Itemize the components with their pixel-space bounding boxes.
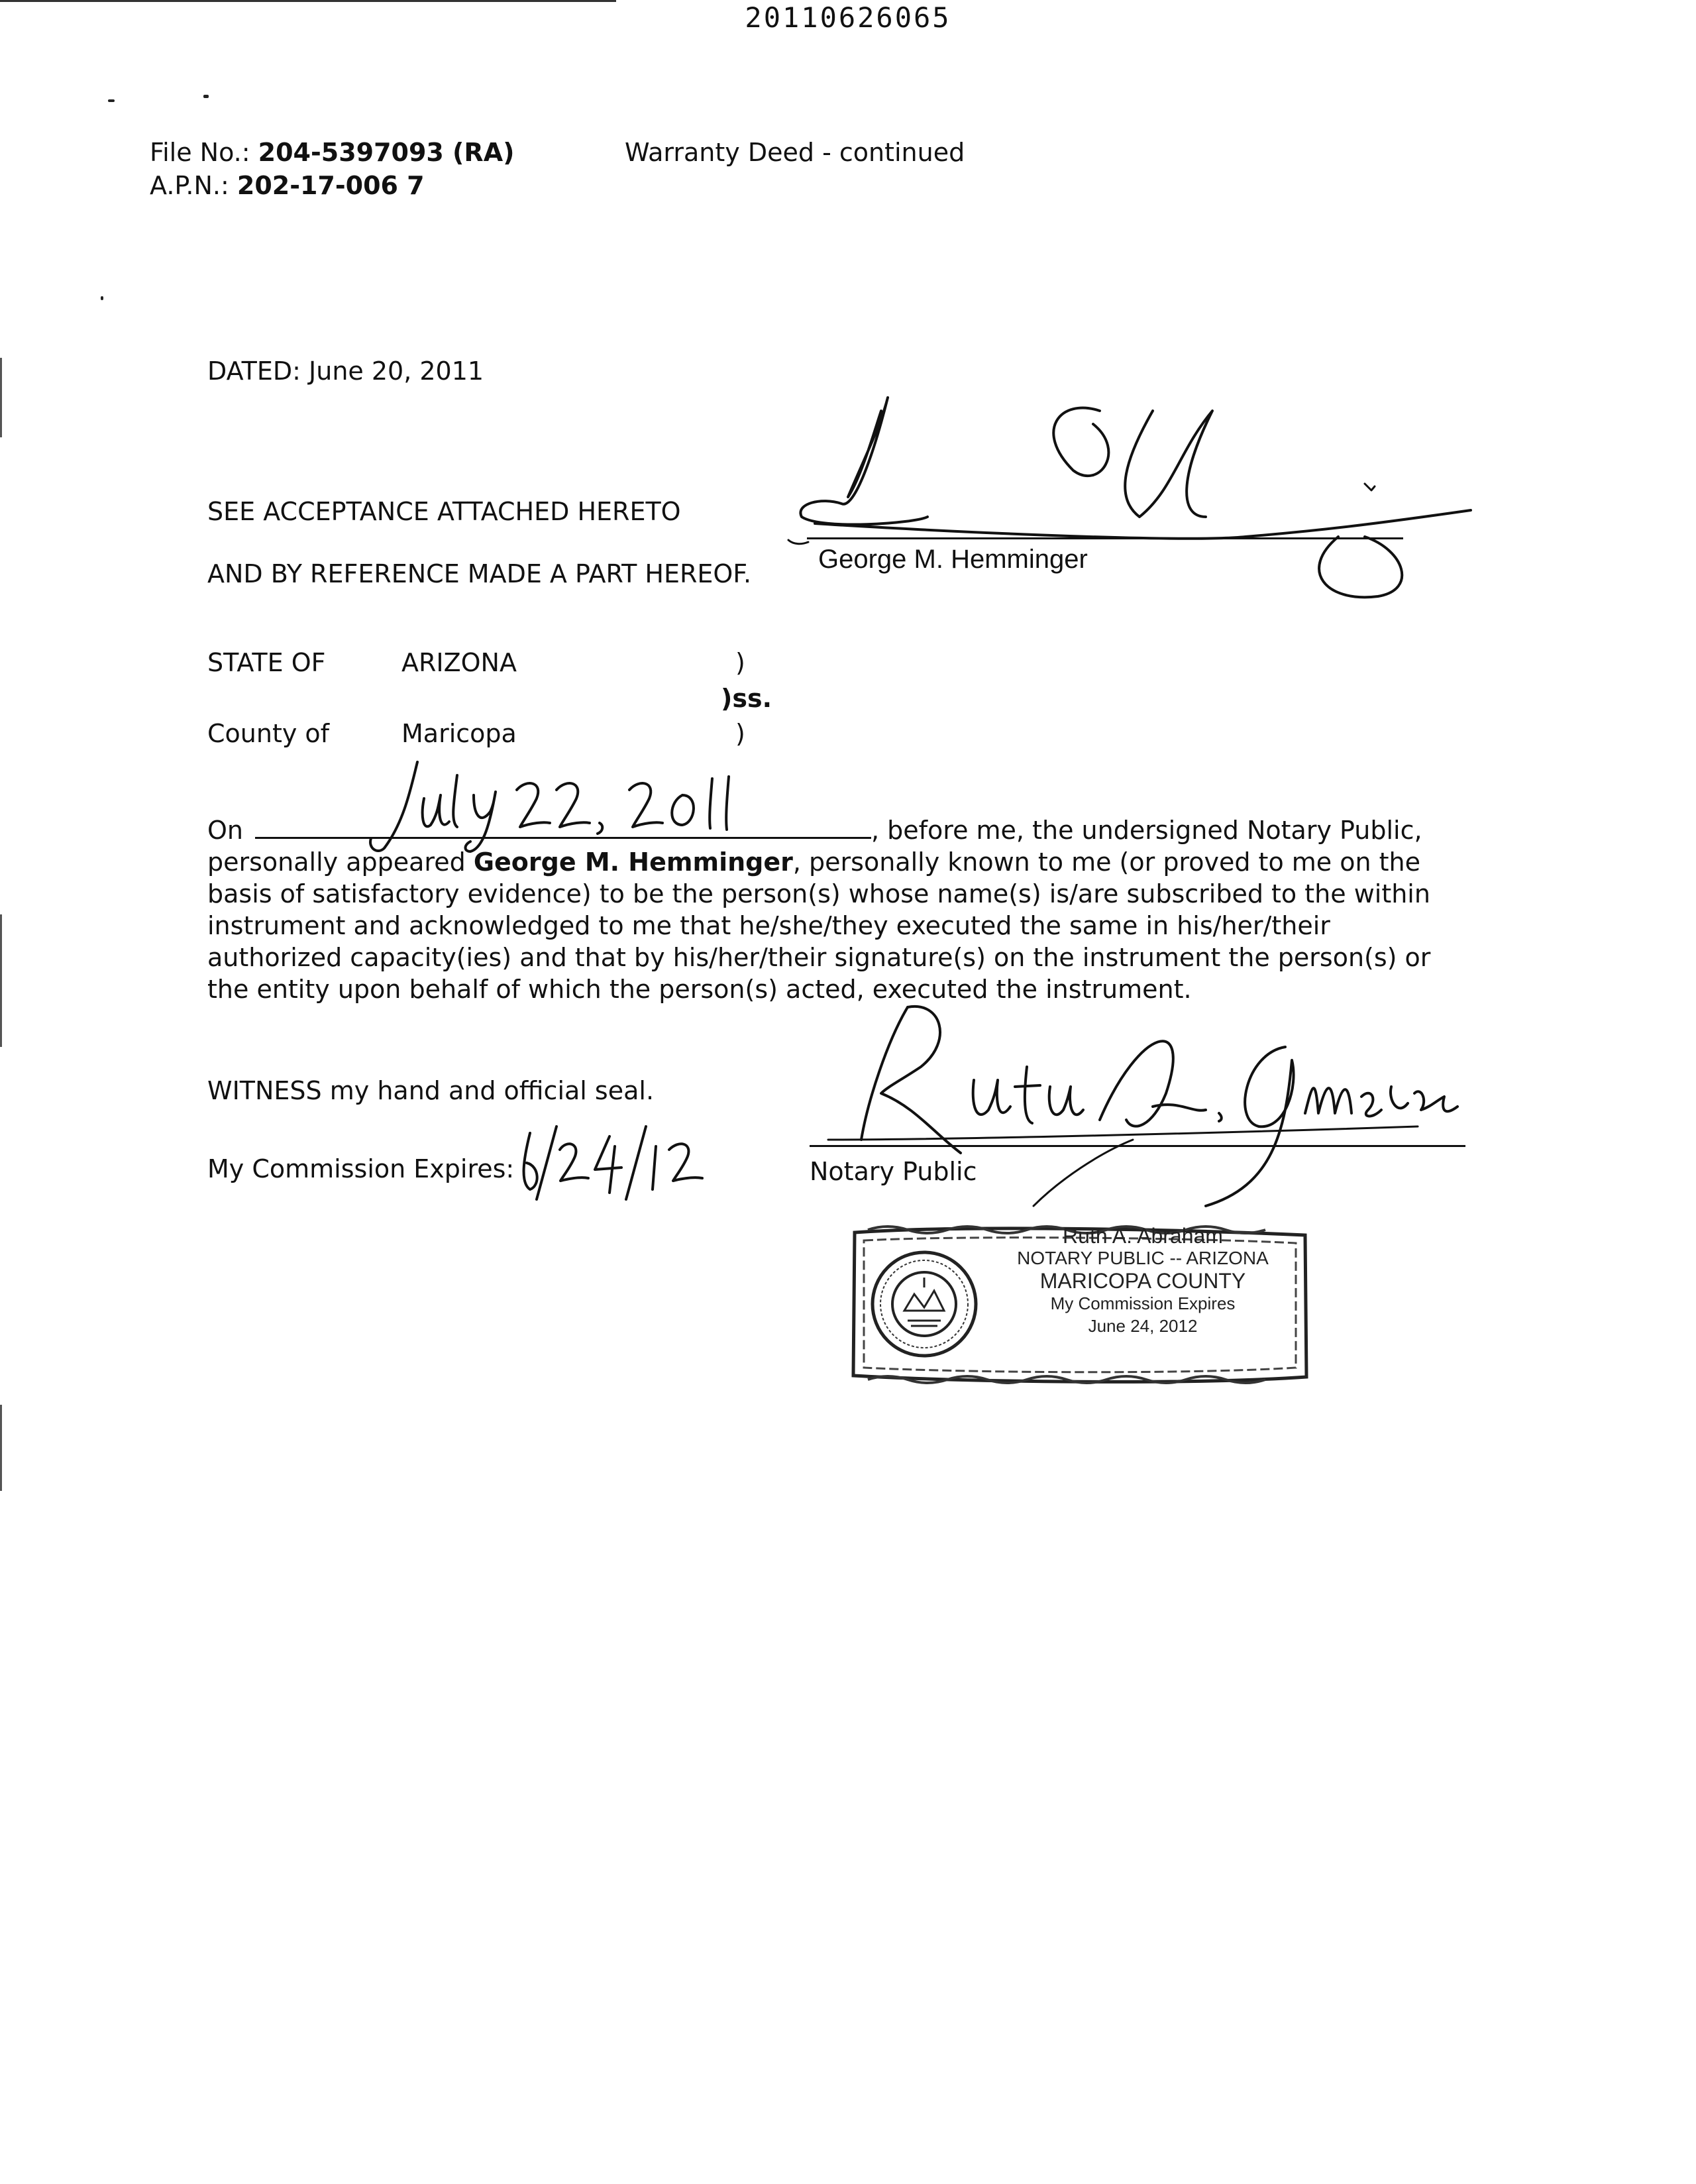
- file-number: [150, 136, 514, 168]
- venue-ss: )ss.: [721, 684, 772, 713]
- scan-speck: [203, 95, 209, 98]
- dated-line: [207, 355, 484, 387]
- grantor-signature: [782, 371, 1484, 610]
- acceptance-line-2: AND BY REFERENCE MADE A PART HEREOF.: [207, 559, 752, 588]
- apn-value: 202-17-006 7: [237, 171, 425, 200]
- acknowledgment-text-rest: , personally known to me (or proved to me on the basis of satisfactory evidence) to be the person(s) whose name(s) is/are subscribed to the within instrument and acknowledged to me that he/she/they executed the same in his/her/their authorized capacity(ies) and that by his/her/their signature(s) on the instrument the person(s) or the entity upon behalf of which the person(s) acted, executed the instrument.: [207, 847, 1431, 1004]
- stamp-notary-title: NOTARY PUBLIC -- ARIZONA: [1017, 1248, 1269, 1268]
- scan-speck: [101, 296, 103, 300]
- on-label: On: [207, 816, 243, 845]
- appeared-name: George M. Hemminger: [473, 847, 793, 877]
- notary-signature: [822, 987, 1471, 1206]
- file-no-label: File No.:: [150, 138, 250, 167]
- notary-stamp: [848, 1218, 1312, 1390]
- stamp-county: MARICOPA COUNTY: [1039, 1269, 1246, 1293]
- file-no-value: 204-5397093 (RA): [258, 138, 515, 167]
- stamp-expires-label: My Commission Expires: [1050, 1293, 1236, 1313]
- acceptance-line-1: SEE ACCEPTANCE ATTACHED HERETO: [207, 497, 681, 526]
- dated-label: DATED:: [207, 356, 301, 386]
- state-label: STATE OF: [207, 648, 326, 677]
- dated-value: June 20, 2011: [309, 356, 484, 386]
- venue-paren-bottom: ): [735, 719, 745, 748]
- scan-edge-mark: [0, 358, 2, 437]
- scan-edge-mark: [0, 1405, 2, 1491]
- county-value: Maricopa: [401, 719, 517, 748]
- stamp-notary-name: Ruth A. Abraham: [1063, 1224, 1223, 1248]
- stamp-expires-date: June 24, 2012: [1088, 1316, 1198, 1336]
- apn-number: [150, 170, 425, 201]
- witness-line: WITNESS my hand and official seal.: [207, 1076, 655, 1105]
- handwritten-commission-date: [510, 1120, 709, 1206]
- state-value: ARIZONA: [401, 648, 517, 677]
- notary-public-label: Notary Public: [810, 1157, 977, 1186]
- county-label: County of: [207, 719, 330, 748]
- recording-number: 20110626065: [745, 1, 951, 34]
- scan-edge-mark: [0, 914, 2, 1047]
- text-after-date: , before me, the undersigned Notary Public, personally appeared: [207, 816, 1422, 877]
- handwritten-date-july-22-2011: [358, 749, 768, 861]
- apn-label: A.P.N.:: [150, 171, 229, 200]
- scan-speck: [108, 99, 115, 102]
- notary-stamp-text: [987, 1225, 1298, 1337]
- grantor-printed-name: George M. Hemminger: [818, 545, 1088, 574]
- document-title: Warranty Deed - continued: [625, 138, 965, 167]
- venue-paren-top: ): [735, 648, 745, 677]
- commission-label: My Commission Expires:: [207, 1154, 515, 1183]
- arizona-state-seal: [868, 1248, 980, 1360]
